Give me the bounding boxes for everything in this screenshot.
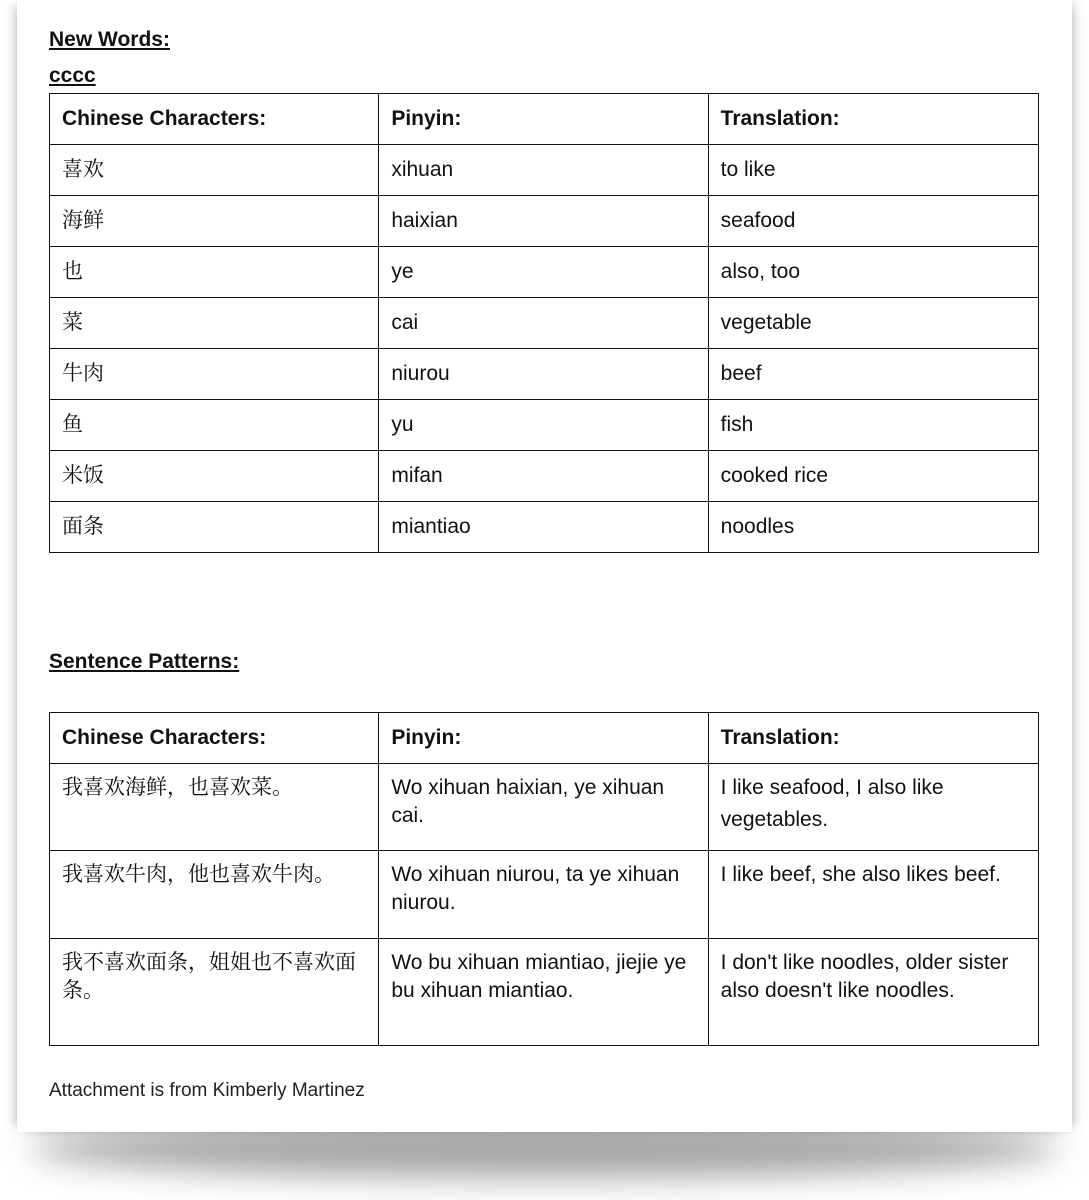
characters-cell: 喜欢 [50,145,379,196]
characters-cell: 海鲜 [50,196,379,247]
column-header-characters: Chinese Characters: [50,94,379,145]
attachment-note: Attachment is from Kimberly Martinez [49,1080,365,1101]
pinyin-cell: miantiao [379,502,708,553]
pinyin-cell: Wo xihuan haixian, ye xihuan cai. [379,764,708,851]
characters-cell: 鱼 [50,400,379,451]
sentence-patterns-heading: Sentence Patterns: [49,650,240,673]
sentence-patterns-table [49,712,1039,1046]
translation-cell: I like beef, she also likes beef. [708,851,1038,939]
pinyin-cell: haixian [379,196,708,247]
characters-cell: 我不喜欢面条，姐姐也不喜欢面条。 [50,939,379,1046]
pinyin-cell: Wo bu xihuan miantiao, jiejie ye bu xihuan miantiao. [379,939,708,1046]
table-header-row [50,713,1039,764]
table-header-row [50,94,1039,145]
column-header-pinyin: Pinyin: [379,713,708,764]
characters-cell: 面条 [50,502,379,553]
column-header-translation: Translation: [708,713,1038,764]
translation-cell: vegetable [708,298,1038,349]
translation-cell: beef [708,349,1038,400]
column-header-translation: Translation: [708,94,1038,145]
new-words-table [49,93,1039,553]
pinyin-cell: yu [379,400,708,451]
column-header-characters: Chinese Characters: [50,713,379,764]
translation-cell: cooked rice [708,451,1038,502]
table-row [50,247,1039,298]
table-row [50,851,1039,939]
pinyin-cell: mifan [379,451,708,502]
characters-cell: 米饭 [50,451,379,502]
document-page [17,0,1072,1132]
pinyin-cell: xihuan [379,145,708,196]
translation-cell: fish [708,400,1038,451]
translation-cell: noodles [708,502,1038,553]
characters-cell: 牛肉 [50,349,379,400]
table-row [50,196,1039,247]
translation-cell: seafood [708,196,1038,247]
table-row [50,298,1039,349]
table-row [50,451,1039,502]
translation-cell: to like [708,145,1038,196]
translation-cell: I like seafood, I also like vegetables. [708,764,1038,851]
cccc-heading: cccc [49,64,96,87]
table-row [50,349,1039,400]
pinyin-cell: Wo xihuan niurou, ta ye xihuan niurou. [379,851,708,939]
column-header-pinyin: Pinyin: [379,94,708,145]
pinyin-cell: niurou [379,349,708,400]
table-row [50,400,1039,451]
pinyin-cell: ye [379,247,708,298]
characters-cell: 我喜欢海鲜，也喜欢菜。 [50,764,379,851]
characters-cell: 菜 [50,298,379,349]
translation-cell: also, too [708,247,1038,298]
new-words-heading: New Words: [49,28,170,51]
characters-cell: 也 [50,247,379,298]
characters-cell: 我喜欢牛肉，他也喜欢牛肉。 [50,851,379,939]
translation-cell: I don't like noodles, older sister also doesn't like noodles. [708,939,1038,1046]
table-row [50,764,1039,851]
table-row [50,502,1039,553]
table-row [50,145,1039,196]
table-row [50,939,1039,1046]
pinyin-cell: cai [379,298,708,349]
